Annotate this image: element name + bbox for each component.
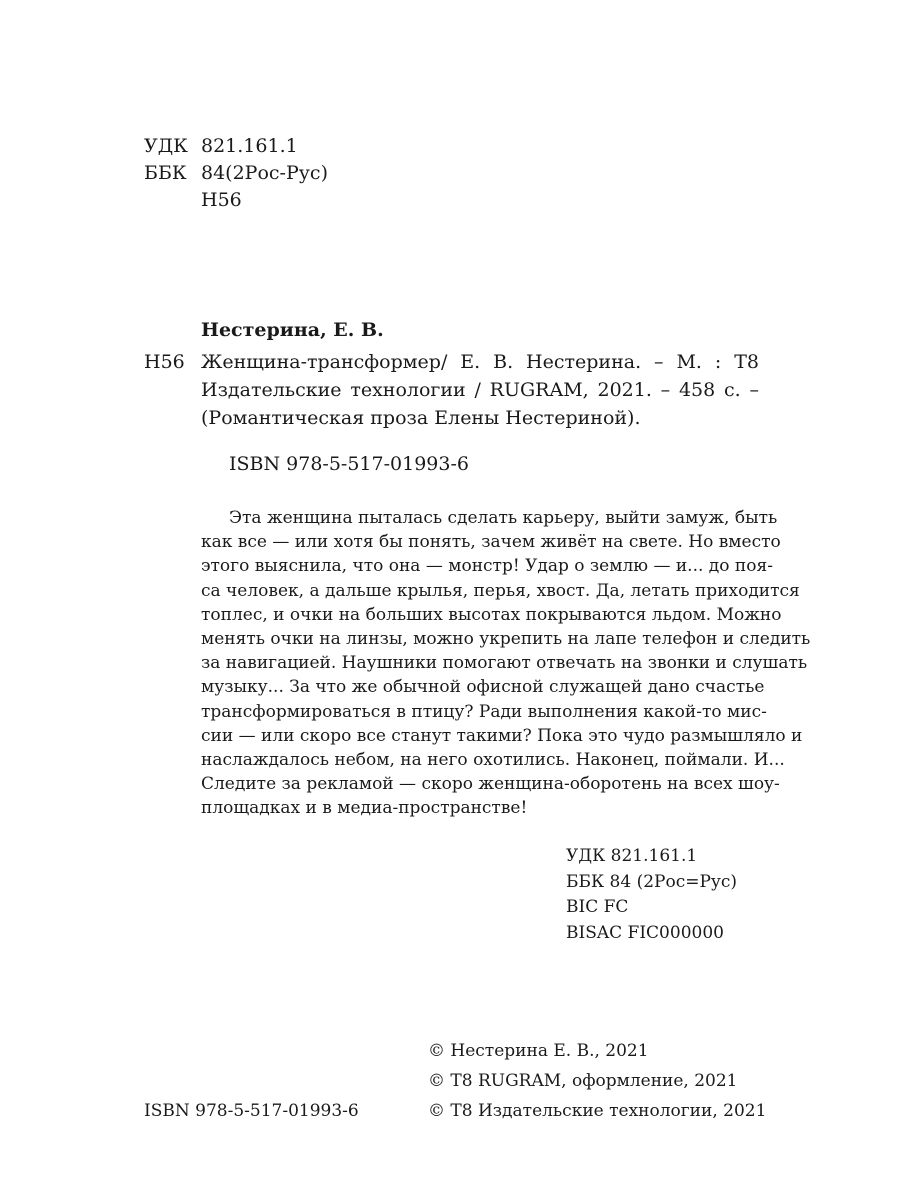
bbk-row (144, 161, 328, 188)
copyright-publisher: © Т8 Издательские технологии, 2021 (428, 1101, 767, 1121)
bbk-label: ББК (144, 162, 187, 184)
annotation-line: са человек, а дальше крылья, перья, хвост. Да, летать приходится (201, 580, 800, 601)
annotation (201, 506, 811, 821)
annotation-line: Следите за рекламой — скоро женщина-оборотень на всех шоу- (201, 774, 780, 795)
author-mark-value: Н56 (201, 189, 242, 211)
entry-author: Нестерина, Е. В. (201, 319, 384, 341)
entry-line: Женщина-трансформер/ Е. В. Нестерина. – М. : Т8 (201, 351, 759, 373)
bisac-code: BISAC FIC000000 (566, 922, 724, 943)
annotation-line: топлес, и очки на больших высотах покрываются льдом. Можно (201, 604, 782, 625)
udk-code: УДК 821.161.1 (566, 846, 698, 866)
author-mark-label (144, 188, 201, 215)
bbk-value: 84(2Рос-Рус) (201, 162, 328, 184)
entry-cutter-mark: Н56 (144, 351, 185, 373)
udk-row (144, 134, 328, 161)
isbn-bottom: ISBN 978-5-517-01993-6 (144, 1101, 359, 1121)
annotation-line: музыку... За что же обычной офисной служащей дано счастье (201, 677, 765, 698)
entry-line: (Романтическая проза Елены Нестериной). (201, 407, 641, 429)
bbk-code: ББК 84 (2Рос=Рус) (566, 871, 738, 892)
annotation-line: этого выяснила, что она — монстр! Удар о землю — и... до поя- (201, 556, 773, 577)
author-mark-row (144, 188, 328, 215)
classification-codes-right (566, 844, 737, 946)
annotation-line: сии — или скоро все станут такими? Пока это чудо размышляло и (201, 725, 803, 746)
entry-line: Издательские технологии / RUGRAM, 2021. – 458 с. – (201, 379, 759, 401)
annotation-line: менять очки на линзы, можно укрепить на лапе телефон и следить (201, 629, 811, 650)
copyright-design: © Т8 RUGRAM, оформление, 2021 (428, 1071, 738, 1091)
annotation-line: как все — или хотя бы понять, зачем живёт на свете. Но вместо (201, 532, 781, 553)
annotation-line: трансформироваться в птицу? Ради выполнения какой-то мис- (201, 701, 767, 722)
classification-codes-top (144, 134, 328, 215)
annotation-line: Эта женщина пыталась сделать карьеру, выйти замуж, быть (229, 508, 778, 528)
bic-code: BIC FC (566, 897, 629, 917)
entry-isbn: ISBN 978-5-517-01993-6 (229, 453, 469, 475)
copyright-author: © Нестерина Е. В., 2021 (428, 1041, 649, 1061)
copyright-block (428, 1036, 766, 1126)
annotation-line: за навигацией. Наушники помогают отвечать на звонки и слушать (201, 653, 808, 674)
annotation-line: наслаждалось небом, на него охотились. Наконец, поймали. И... (201, 750, 785, 771)
entry-description (201, 348, 759, 432)
annotation-line: площадках и в медиа-пространстве! (201, 798, 528, 819)
udk-label: УДК (144, 135, 188, 157)
udk-value: 821.161.1 (201, 135, 298, 157)
